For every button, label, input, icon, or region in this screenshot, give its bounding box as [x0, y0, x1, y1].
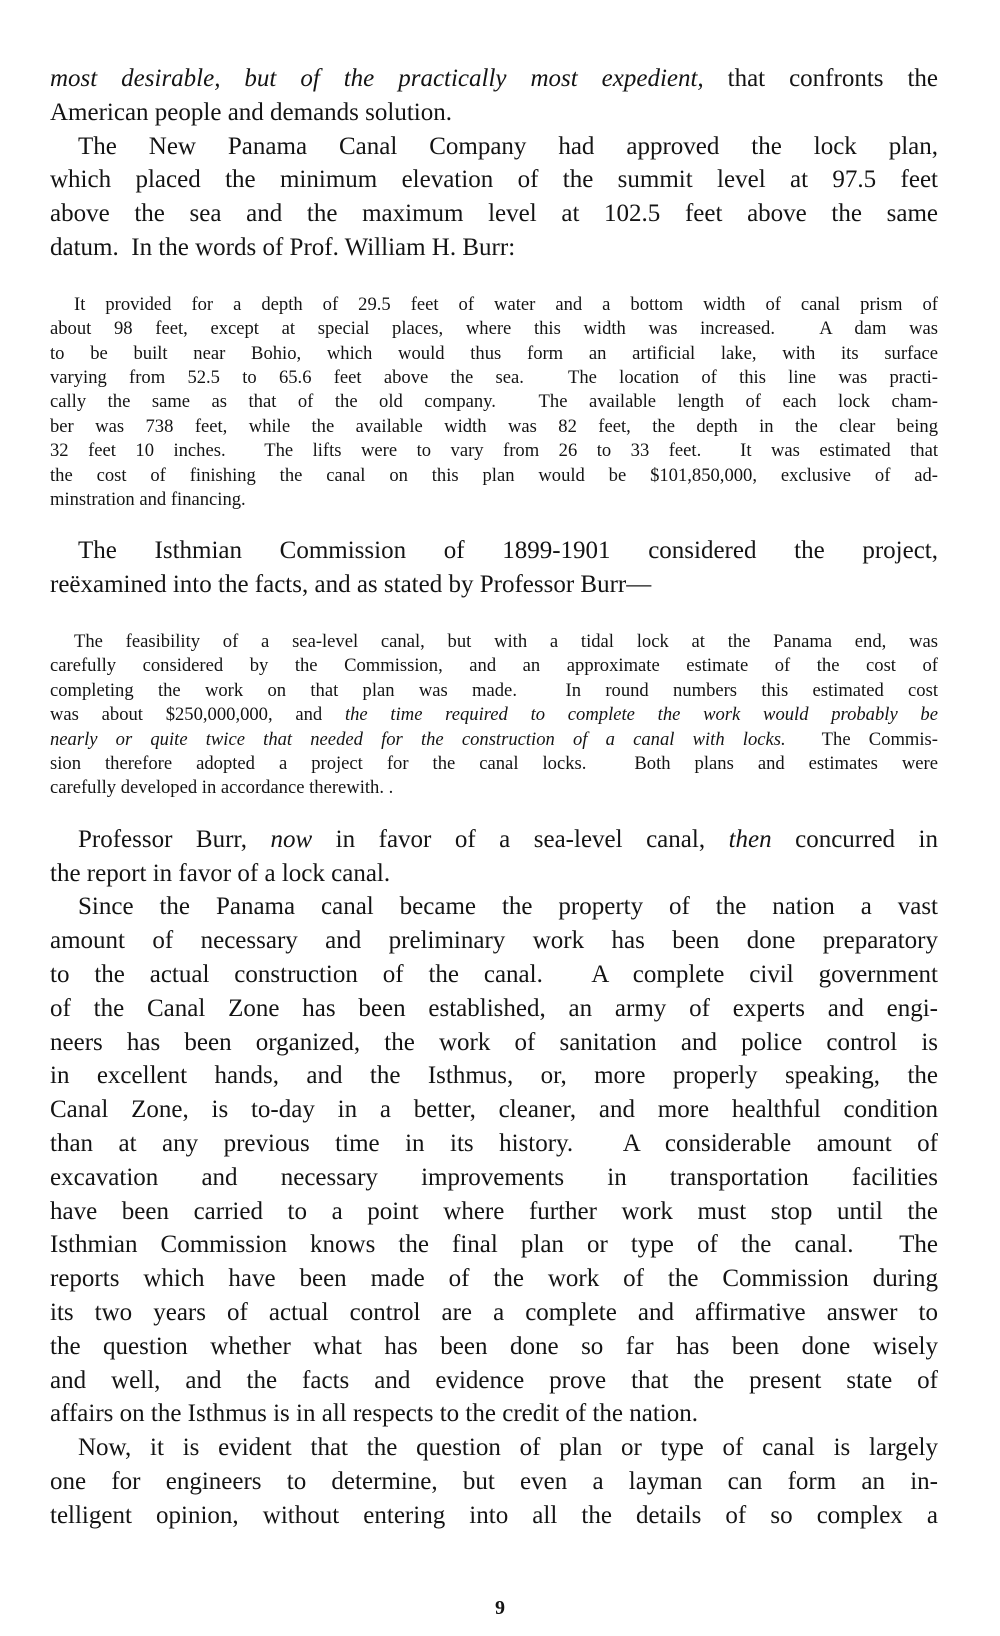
text-run: varying from 52.5 to 65.6 feet above the sea. The location of this line was practi-	[50, 367, 938, 388]
text-line	[50, 62, 938, 96]
text-run: the cost of finishing the canal on this plan would be $101,850,000, exclusive of ad-	[50, 464, 938, 486]
text-run: completing the work on that plan was made. In round numbers this estimated cost	[50, 679, 938, 701]
text-run: its two years of actual control are a complete and affirmative answer to	[50, 1299, 938, 1327]
text-run: Since the Panama canal became the property of the nation a vast	[78, 893, 938, 921]
text-line	[50, 752, 938, 776]
text-line	[50, 890, 938, 924]
text-line	[50, 1431, 938, 1465]
text-line	[50, 163, 938, 197]
text-line	[50, 231, 938, 265]
text-run: The feasibility of a sea-level canal, but with a tidal lock at the Panama end, was	[74, 631, 938, 653]
italic-text: the time required to complete the work would probably be	[344, 704, 938, 726]
text-line	[50, 703, 938, 727]
text-run: datum. In the words of Prof. William H. Burr:	[50, 233, 516, 261]
text-line	[50, 1397, 938, 1431]
text-line	[50, 1296, 938, 1330]
text-line	[50, 317, 938, 341]
block-quote	[50, 293, 938, 513]
text-run: have been carried to a point where further work must stop until the	[50, 1197, 938, 1225]
block-quote	[50, 630, 938, 801]
text-run: Professor Burr,	[78, 825, 271, 853]
text-run: that confronts the	[703, 65, 938, 92]
italic-text: nearly or quite twice that needed for the construction of a canal with locks.	[50, 728, 786, 750]
text-run: neers has been organized, the work of sanitation and police control is	[50, 1028, 938, 1056]
text-line	[50, 96, 938, 130]
text-line	[50, 464, 938, 488]
text-line	[50, 415, 938, 439]
text-line	[50, 1026, 938, 1060]
text-line	[50, 776, 938, 800]
text-line	[50, 679, 938, 703]
text-run: reëxamined into the facts, and as stated by Professor Burr—	[50, 571, 652, 599]
text-line	[50, 857, 938, 891]
text-line	[50, 992, 938, 1026]
text-line	[50, 1499, 938, 1533]
text-run: The Isthmian Commission of 1899-1901 considered the project,	[78, 537, 938, 565]
text-run: the report in favor of a lock canal.	[50, 859, 391, 887]
text-line	[50, 1330, 938, 1364]
paragraph	[50, 890, 938, 1431]
text-run: minstration and financing.	[50, 489, 246, 511]
text-run: than at any previous time in its history. A considerable amount of	[50, 1130, 938, 1158]
text-line	[50, 823, 938, 857]
text-line	[50, 1195, 938, 1229]
text-run: carefully developed in accordance therewith. .	[50, 777, 394, 799]
text-run: carefully considered by the Commission, and an approximate estimate of the cost of	[50, 655, 938, 677]
text-line	[50, 130, 938, 164]
text-run: about 98 feet, except at special places, where this width was increased. A dam was	[50, 318, 938, 340]
text-line	[50, 728, 938, 752]
text-line	[50, 342, 938, 366]
text-line	[50, 630, 938, 654]
text-line	[50, 1364, 938, 1398]
text-run: Now, it is evident that the question of plan or type of canal is largely	[78, 1434, 938, 1462]
italic-text: most desirable, but of the practically most expedient,	[50, 65, 704, 92]
text-run: to be built near Bohio, which would thus form an artificial lake, with its surface	[50, 342, 938, 364]
text-line	[50, 488, 938, 512]
text-run: reports which have been made of the work of the Commission during	[50, 1265, 938, 1293]
text-run: to the actual construction of the canal. A complete civil government	[50, 961, 938, 989]
italic-text: now	[270, 825, 313, 853]
text-line	[50, 390, 938, 414]
text-run: in excellent hands, and the Isthmus, or, more properly speaking, the	[50, 1062, 938, 1090]
paragraph	[50, 823, 938, 891]
text-run: excavation and necessary improvements in transportation facilities	[50, 1163, 938, 1191]
paragraph	[50, 534, 938, 602]
text-line	[50, 1093, 938, 1127]
text-line	[50, 439, 938, 463]
text-line	[50, 958, 938, 992]
text-run: telligent opinion, without entering into all the details of so complex a	[50, 1501, 938, 1529]
text-line	[50, 1262, 938, 1296]
text-line	[50, 654, 938, 678]
text-run: affairs on the Isthmus is in all respects to the credit of the nation.	[50, 1400, 698, 1428]
text-run: amount of necessary and preliminary work has been done preparatory	[50, 927, 938, 955]
text-line	[50, 534, 938, 568]
text-run: and well, and the facts and evidence prove that the present state of	[50, 1366, 938, 1394]
text-run: above the sea and the maximum level at 102.5 feet above the same	[50, 200, 938, 228]
text-line	[50, 366, 938, 390]
text-run: ber was 738 feet, while the available width was 82 feet, the depth in the clear being	[50, 415, 938, 437]
text-run: Canal Zone, is to-day in a better, cleaner, and more healthful condition	[50, 1096, 938, 1124]
text-line	[50, 1228, 938, 1262]
text-run: which placed the minimum elevation of the summit level at 97.5 feet	[50, 166, 938, 194]
text-line	[50, 1161, 938, 1195]
text-run: American people and demands solution.	[50, 98, 452, 126]
document-page-body	[50, 62, 938, 1533]
text-run: the question whether what has been done so far has been done wisely	[50, 1332, 938, 1360]
text-line	[50, 924, 938, 958]
text-run: The Commis-	[785, 728, 938, 750]
paragraph	[50, 130, 938, 265]
text-line	[50, 197, 938, 231]
text-run: The New Panama Canal Company had approved the lock plan,	[78, 132, 938, 160]
text-run: one for engineers to determine, but even a layman can form an in-	[50, 1468, 938, 1496]
page-number: 9	[495, 1597, 505, 1619]
text-line	[50, 568, 938, 602]
text-run: cally the same as that of the old company. The available length of each lock cham-	[50, 391, 938, 413]
text-run: Isthmian Commission knows the final plan or type of the canal. The	[50, 1231, 938, 1259]
paragraph	[50, 1431, 938, 1532]
text-line	[50, 1059, 938, 1093]
text-run: was about $250,000,000, and	[50, 704, 345, 726]
text-run: of the Canal Zone has been established, an army of experts and engi-	[50, 994, 938, 1022]
paragraph	[50, 62, 938, 130]
text-run: in favor of a sea-level canal,	[312, 825, 729, 853]
text-run: concurred in	[771, 825, 938, 853]
text-line	[50, 1465, 938, 1499]
text-run: It provided for a depth of 29.5 feet of water and a bottom width of canal prism of	[74, 293, 938, 315]
italic-text: then	[728, 825, 772, 853]
text-line	[50, 293, 938, 317]
text-line	[50, 1127, 938, 1161]
text-run: 32 feet 10 inches. The lifts were to vary from 26 to 33 feet. It was estimated that	[50, 440, 938, 462]
text-run: sion therefore adopted a project for the canal locks. Both plans and estimates were	[50, 753, 938, 775]
